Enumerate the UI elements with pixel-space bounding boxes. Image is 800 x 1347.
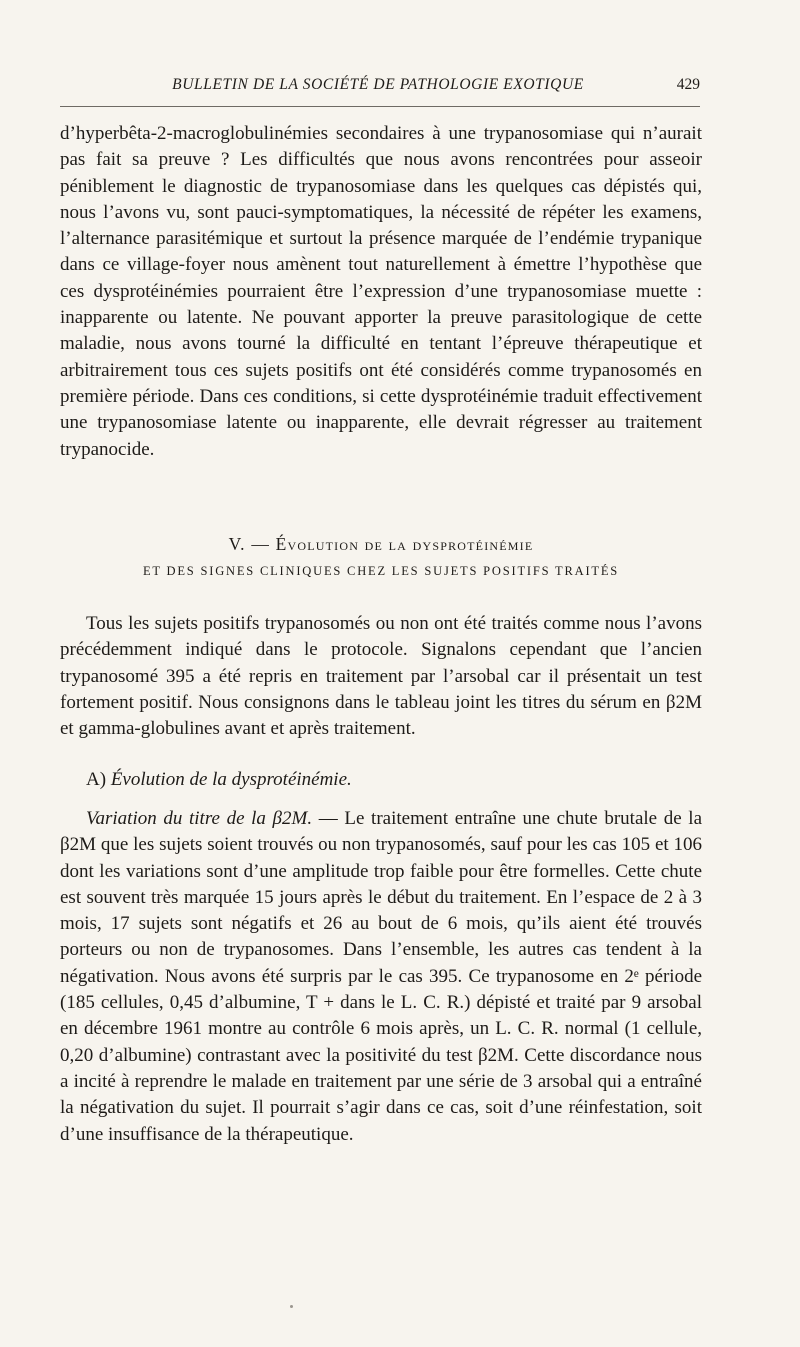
running-title: BULLETIN DE LA SOCIÉTÉ DE PATHOLOGIE EXOTIQUE: [172, 76, 584, 93]
paragraph-1-text: d’hyperbêta-2-macroglobulinémies secondaires à une trypanosomiase qui n’aurait pas fait sa preuve ? Les difficultés que nous avons rencontrées pour asseoir péniblement le diagnostic de trypanosomiase dans les quelques cas dépistés qui, nous l’avons vu, sont pauci-symptomatiques, la nécessité de répéter les examens, l’alternance parasitémique et surtout la présence marquée de l’endémie trypanique dans ce village-foyer nous amènent tout naturellement à émettre l’hypothèse que ces dysprotéinémies pourraient être l’expression d’une trypanosomiase muette : inapparente ou latente. Ne pouvant apporter la preuve parasitologique de cette maladie, nous avons tourné la difficulté en tentant l’épreuve thérapeutique et arbitrairement tous ces sujets positifs ont été considérés comme trypanosomés en première période. Dans ces conditions, si cette dysprotéinémie traduit effectivement une trypanosomiase latente ou inapparente, elle devrait régresser au traitement trypanocide.: [60, 123, 702, 460]
paper-speck: [290, 1305, 293, 1308]
paragraph-1: [60, 121, 702, 463]
paragraph-3: [60, 806, 702, 1148]
section-subtitle: ET DES SIGNES CLINIQUES CHEZ LES SUJETS POSITIFS TRAITÉS: [142, 564, 620, 578]
subsection-title: Évolution de la dysprotéinémie.: [110, 769, 352, 790]
section-title: Évolution de la dysprotéinémie: [275, 534, 534, 554]
paragraph-2-text: Tous les sujets positifs trypanosomés ou non ont été traités comme nous l’avons précédemment indiqué dans le protocole. Signalons cependant que l’ancien trypanosomé 395 a été repris en traitement par l’arsobal car il présentait un test fortement positif. Nous consignons dans le tableau joint les titres du sérum en β2M et gamma-globulines avant et après traitement.: [60, 613, 702, 740]
subsection-label: A): [86, 769, 107, 790]
paragraph-2: [60, 611, 702, 742]
running-header: [60, 76, 700, 102]
section-heading-line-1: [60, 532, 702, 556]
paragraph-3-body: [60, 806, 702, 1148]
subsection-heading: [86, 767, 352, 793]
paragraph-3-lead: Variation du titre de la β2M.: [86, 808, 313, 829]
section-heading: [60, 532, 702, 580]
paragraph-3-text: — Le traitement entraîne une chute brutale de la β2M que les sujets soient trouvés ou non trypanosomés, sauf pour les cas 105 et 106 dont les variations sont d’une amplitude trop faible pour être formelles. Cette chute est souvent très marquée 15 jours après le début du traitement. En l’espace de 2 à 3 mois, 17 sujets sont négatifs et 26 au bout de 6 mois, qu’ils aient été trouvés porteurs ou non de trypanosomes. Dans l’ensemble, les autres cas tendent à la négativation. Nous avons été surpris par le cas 395. Ce trypanosome en 2ᵉ période (185 cellules, 0,45 d’albumine, T + dans le L. C. R.) dépisté et traité par 9 arsobal en décembre 1961 montre au contrôle 6 mois après, un L. C. R. normal (1 cellule, 0,20 d’albumine) contrastant avec la positivité du test β2M. Cette discordance nous a incité à reprendre le malade en traitement par une série de 3 arsobal qui a entraîné la négativation du sujet. Il pourrait s’agir dans ce cas, soit d’une réinfestation, soit d’une insuffisance de la thérapeutique.: [60, 808, 703, 1145]
section-number: V. —: [228, 534, 271, 554]
header-rule: [60, 106, 700, 107]
page-number: 429: [676, 76, 700, 93]
